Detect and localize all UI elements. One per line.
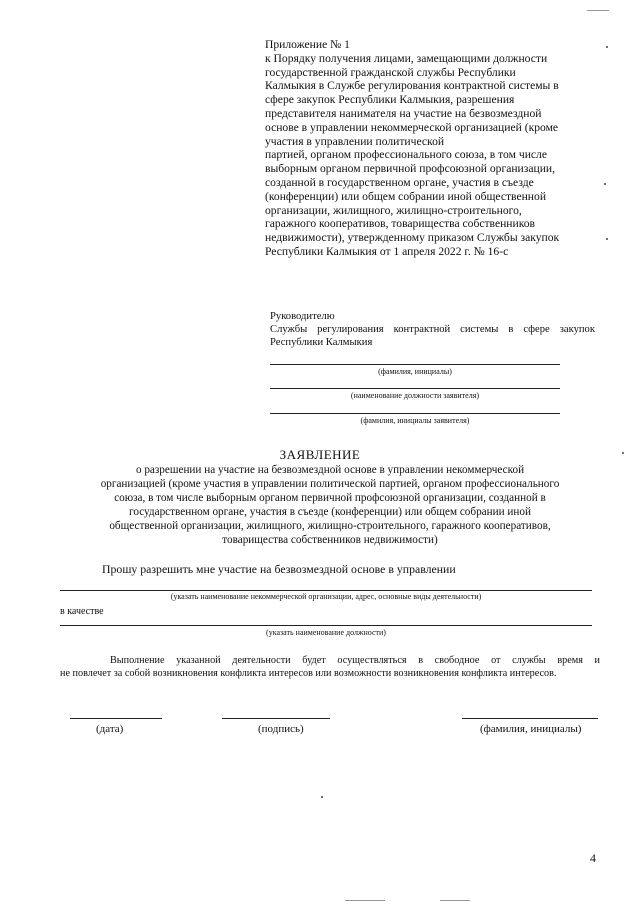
page-number: 4	[590, 851, 596, 865]
appendix-line: гаражного кооперативов, товарищества собственников	[265, 217, 536, 231]
head-name-line	[270, 364, 560, 365]
scan-artifact	[587, 10, 609, 11]
scan-speck	[604, 183, 606, 185]
subject-line: союза, в том числе выборным органом первичной профсоюзной организации, созданной в	[114, 492, 546, 504]
application-subject	[60, 463, 600, 547]
appendix-line: партией, органом профессионального союза, в том числе	[265, 148, 547, 162]
scan-speck	[321, 796, 323, 798]
subject-line: общественной организации, жилищного, жилищно-строительного, гаражного кооперативов,	[109, 520, 551, 532]
appendix-line: Республики Калмыкия от 1 апреля 2022 г. № 16-с	[265, 244, 509, 258]
appendix-line: к Порядку получения лицами, замещающими должности	[265, 51, 548, 65]
appendix-line: созданной в государственном органе, участия в съезде	[265, 175, 534, 189]
applicant-position-caption: (наименование должности заявителя)	[350, 391, 480, 400]
appendix-line: недвижимости), утвержденному приказом Службы закупок	[265, 231, 560, 245]
addressee-title: Руководителю	[270, 311, 335, 322]
name-line	[462, 718, 598, 719]
statement-line-1: Выполнение указанной деятельности будет осуществляться в свободное от службы время и	[110, 655, 600, 666]
document-title: ЗАЯВЛЕНИЕ	[279, 447, 361, 462]
subject-line: организацией (кроме участия в управлении политической партией, органом профессионального	[100, 478, 560, 490]
date-caption: (дата)	[96, 723, 124, 735]
appendix-line: основе в управлении некоммерческой организацией (кроме	[265, 120, 559, 134]
appendix-line: организации, жилищного, жилищно-строительного,	[265, 203, 522, 217]
appendix-line: сфере закупок Республики Калмыкия, разрешения	[265, 93, 515, 107]
date-line	[70, 718, 162, 719]
position-caption: (указать наименование должности)	[266, 628, 386, 637]
organization-line	[60, 590, 592, 591]
appendix-line: Калмыкия в Службе регулирования контрактной системы в	[265, 79, 559, 93]
scan-speck	[606, 238, 608, 240]
subject-line: государственном органе, участия в съезде (конференции) или общем собрании иной	[129, 506, 531, 518]
signature-line	[222, 718, 330, 719]
in-quality-label: в качестве	[60, 606, 104, 617]
addressee-organization: Службы регулирования контрактной системы в сфере закупок	[270, 324, 595, 335]
addressee-block	[270, 310, 595, 349]
applicant-name-caption: (фамилия, инициалы заявителя)	[360, 416, 470, 425]
scan-speck	[622, 452, 624, 454]
appendix-header	[265, 38, 605, 259]
scan-artifact	[440, 900, 470, 901]
applicant-name-line	[270, 413, 560, 414]
appendix-line: (конференции) или общем собрании иной общественной	[265, 189, 547, 203]
name-caption: (фамилия, инициалы)	[480, 723, 582, 735]
organization-caption: (указать наименование некоммерческой организации, адрес, основные виды деятельности)	[170, 592, 482, 601]
head-name-caption: (фамилия, инициалы)	[378, 367, 452, 376]
request-text: Прошу разрешить мне участие на безвозмездной основе в управлении	[102, 562, 456, 576]
appendix-line: представителя нанимателя на участие на безвозмездной	[265, 106, 542, 120]
conflict-statement	[60, 654, 600, 680]
position-line	[60, 625, 592, 626]
scan-speck	[606, 46, 608, 48]
appendix-line: Приложение № 1	[265, 38, 350, 51]
statement-rest: не повлечет за собой возникновения конфликта интересов или возможности возникновения конфликта интересов.	[60, 668, 557, 679]
scan-artifact	[345, 900, 385, 901]
appendix-line: государственной гражданской службы Республики	[265, 65, 516, 79]
addressee-region: Республики Калмыкия	[270, 337, 373, 348]
appendix-line: участия в управлении политической	[265, 134, 445, 148]
signature-caption: (подпись)	[258, 723, 304, 735]
subject-line: о разрешении на участие на безвозмездной основе в управлении некоммерческой	[135, 464, 525, 476]
appendix-line: выборным органом первичной профсоюзной организации,	[265, 162, 555, 176]
applicant-position-line	[270, 388, 560, 389]
subject-line: товарищества собственников недвижимости)	[222, 534, 438, 546]
